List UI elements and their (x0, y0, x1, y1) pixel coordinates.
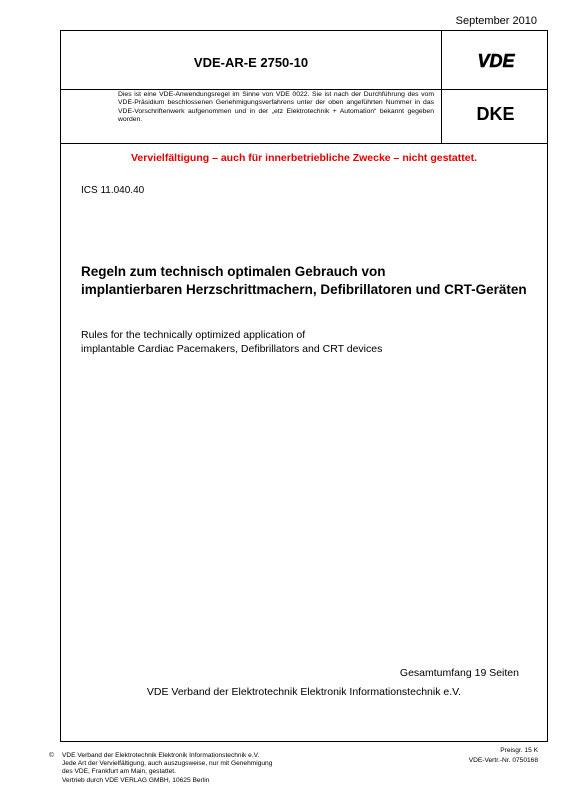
ics-code: ICS 11.040.40 (81, 185, 145, 196)
copyright-icon: © (49, 752, 54, 759)
publication-date: September 2010 (455, 15, 537, 27)
total-pages: Gesamtumfang 19 Seiten (399, 667, 519, 679)
title-german-line2: implantierbaren Herzschrittmachern, Defibrillatoren und CRT-Geräten (81, 282, 527, 297)
title-page-frame (60, 30, 548, 742)
copyright-line3: des VDE, Frankfurt am Main, gestattet. (62, 768, 176, 776)
title-english-line2: implantable Cardiac Pacemakers, Defibrillators and CRT devices (81, 343, 383, 355)
title-german-line1: Regeln zum technisch optimalen Gebrauch von (81, 264, 386, 279)
copyright-line2: Jede Art der Vervielfältigung, auch auszugsweise, nur mit Genehmigung (62, 760, 273, 768)
copyright-line1: VDE Verband der Elektrotechnik Elektronik Informationstechnik e.V. (62, 752, 260, 759)
publisher-line: VDE Verband der Elektrotechnik Elektronik Informationstechnik e.V. (146, 686, 462, 698)
document-number: VDE-AR-E 2750-10 (193, 55, 309, 70)
copyright-block (49, 752, 273, 785)
copyright-line4: Vertrieb durch VDE VERLAG GMBH, 10625 Berlin (62, 776, 210, 784)
copy-warning: Vervielfältigung – auch für innerbetriebliche Zwecke – nicht gestattet. (130, 152, 477, 164)
title-german (81, 263, 541, 299)
title-english-line1: Rules for the technically optimized application of (81, 329, 306, 341)
price-group: Preisgr. 15 K (500, 747, 538, 754)
vde-logo (442, 39, 549, 83)
dke-logo: DKE (476, 103, 515, 124)
header-bottom-rule (61, 143, 547, 144)
order-number: VDE-Vertr.-Nr. 0750168 (468, 756, 538, 764)
title-english (81, 328, 541, 356)
pricing-block (469, 746, 538, 765)
vde-logo-icon (465, 51, 527, 71)
approval-notice: Dies ist eine VDE-Anwendungsregel im Sinne von VDE 0022. Sie ist nach der Durchführung des vom VDE-Präsidium beschlossenen Genehmigungsverfahrens unter der oben angeführten Nummer in das VDE-Vorschriftenwerk aufgenommen und in der „etz Elektrotechnik + Automation“ bekannt gegeben worden. (118, 91, 434, 123)
vde-logo-text: VDE (476, 51, 515, 71)
